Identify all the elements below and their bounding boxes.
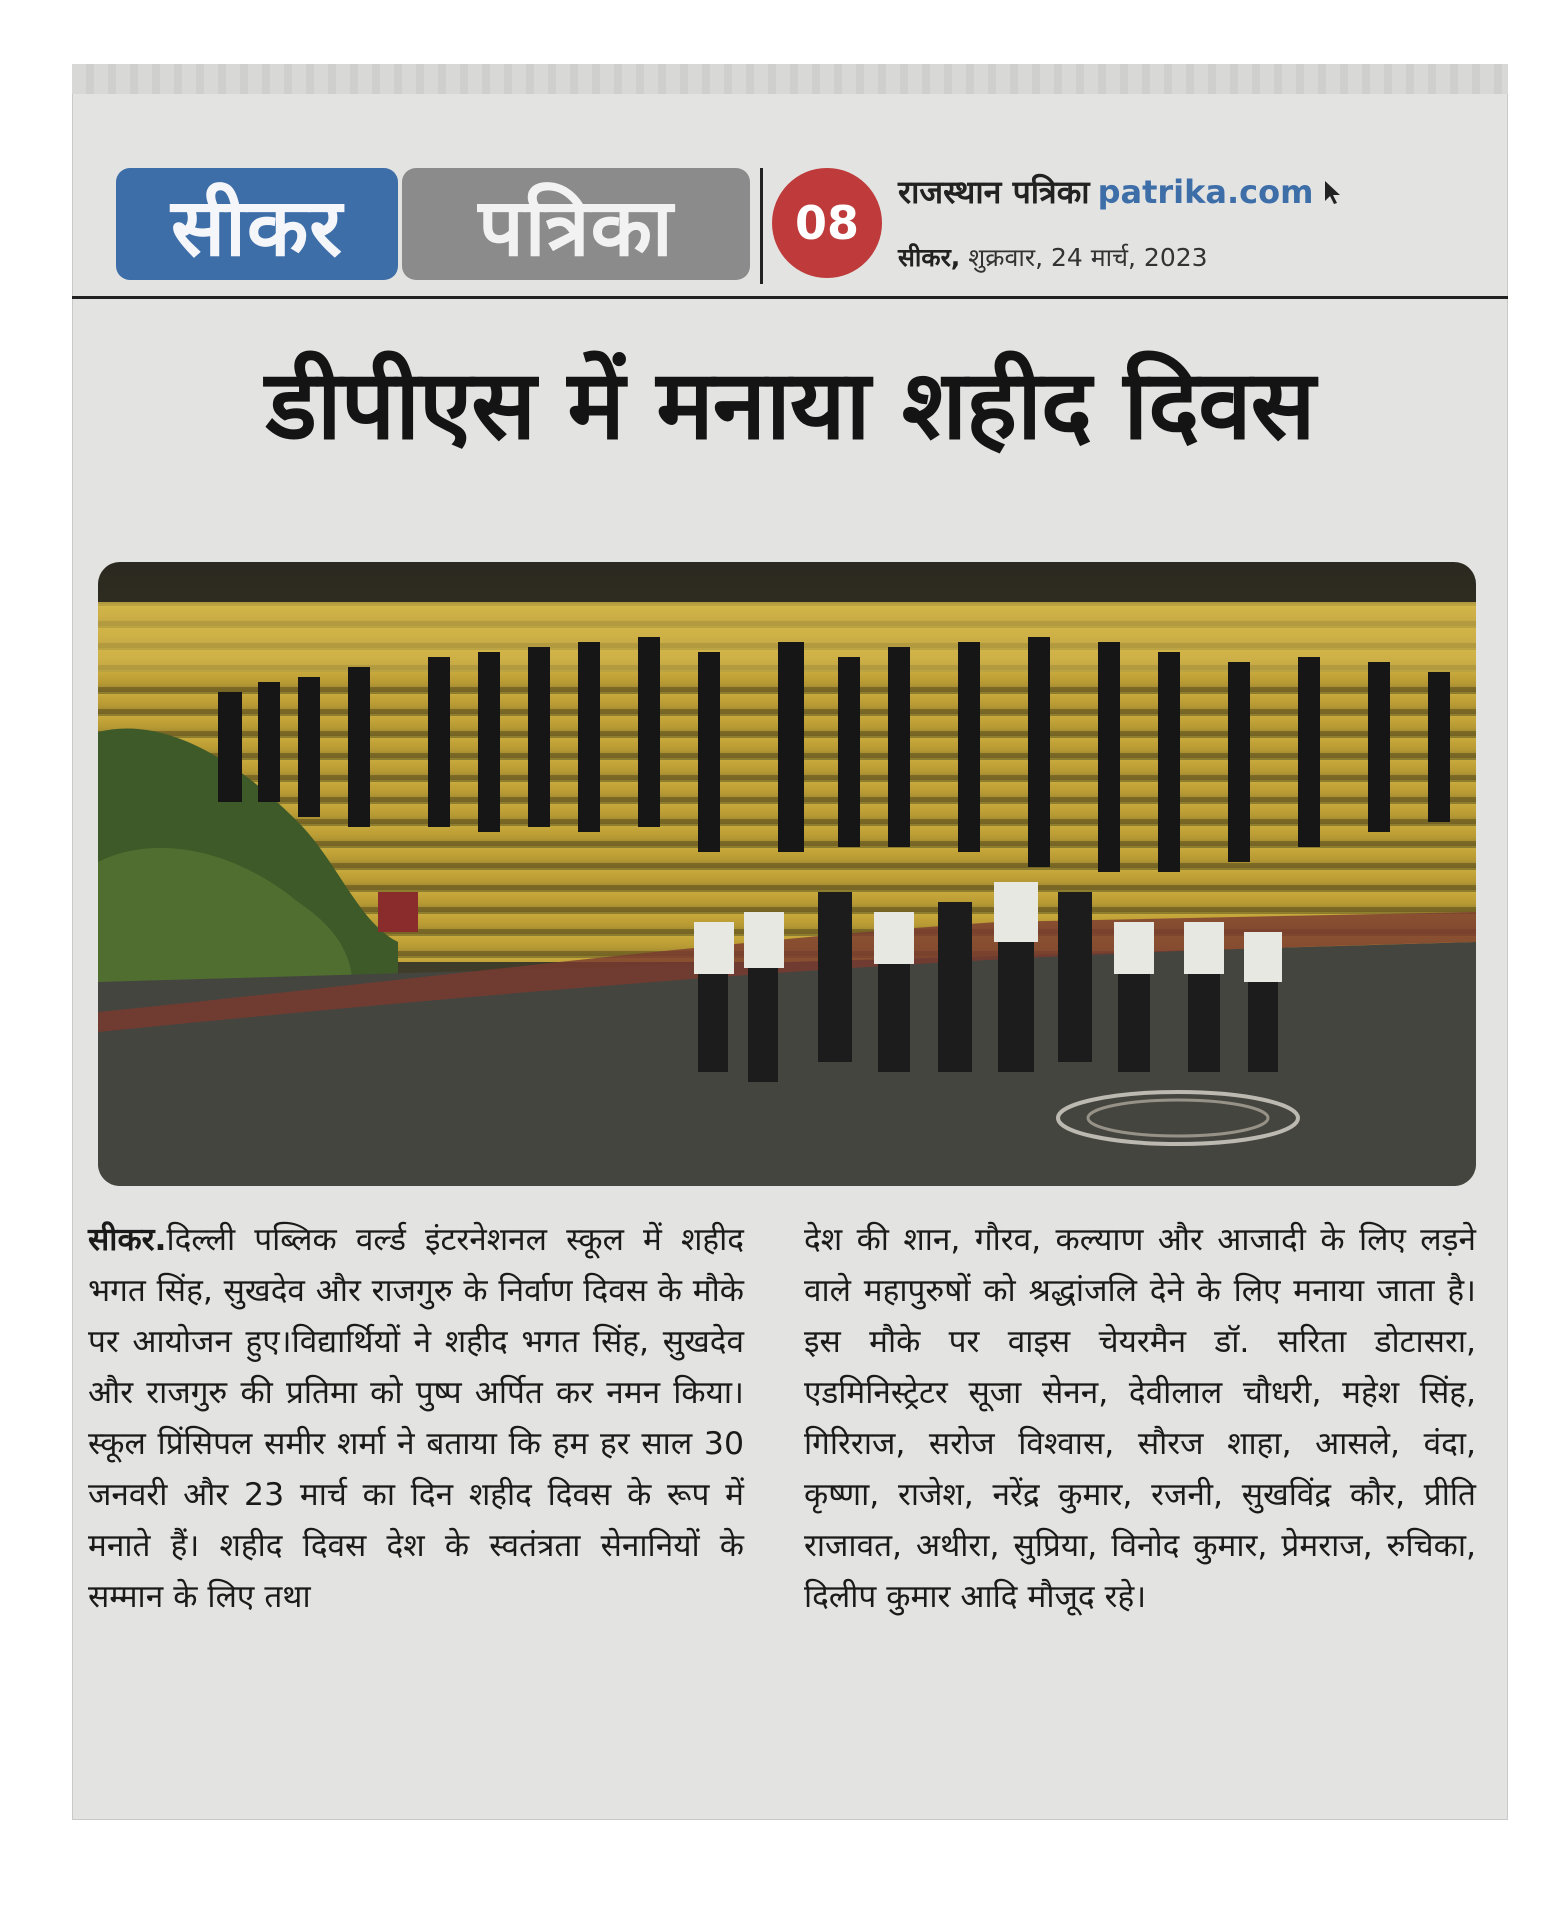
article-text-right: देश की शान, गौरव, कल्याण और आजादी के लिए लड़ने वाले महापुरुषों को श्रद्धांजलि देने के लिए मनाया जाता है। इस मौके पर वाइस चेयरमैन डॉ. सरिता डोटासरा, एडमिनिस्ट्रेटर सूजा सेनन, देवीलाल चौधरी, महेश सिंह, गिरिराज, सरोज विश्वास, सौरज शाहा, आसले, वंदा, कृष्णा, राजेश, नरेंद्र कुमार, रजनी, सुखविंद्र कौर, प्रीति राजावत, अथीरा, सुप्रिया, विनोद कुमार, प्रेमराज, रुचिका, दिलीप कुमार आदि मौजूद रहे। [804, 1222, 1476, 1615]
article-photo [98, 562, 1476, 1186]
brand-name: राजस्थान पत्रिका [898, 173, 1090, 211]
publication-dateline [898, 240, 1208, 274]
article-text-left: दिल्ली पब्लिक वर्ल्ड इंटरनेशनल स्कूल में शहीद भगत सिंह, सुखदेव और राजगुरु के निर्वाण दिवस के मौके पर आयोजन हुए।विद्यार्थियों ने शहीद भगत सिंह, सुखदेव और राजगुरु की प्रतिमा को पुष्प अर्पित कर नमन किया। स्कूल प्रिंसिपल समीर शर्मा ने बताया कि हम हर साल 30 जनवरी और 23 मार्च का दिन शहीद दिवस के रूप में मनाते हैं। शहीद दिवस देश के स्वतंत्रता सेनानियों के सम्मान के लिए तथा [88, 1222, 744, 1615]
header-rule [72, 296, 1508, 299]
patrika-section-tab [402, 168, 750, 280]
students-assembly-photo-icon [98, 562, 1476, 1186]
dateline-city: सीकर, [898, 243, 961, 272]
page-number-badge [772, 168, 882, 278]
page-number: 08 [794, 196, 859, 250]
header-divider [760, 168, 763, 284]
article-headline: डीपीएस में मनाया शहीद दिवस [265, 349, 1315, 461]
city-section-tab [116, 168, 398, 280]
masthead-brand [898, 170, 1343, 213]
article-body-left-column [88, 1215, 744, 1623]
dateline-date: शुक्रवार, 24 मार्च, 2023 [968, 243, 1208, 272]
cursor-pointer-icon [1323, 175, 1343, 213]
brand-website: patrika.com [1097, 173, 1314, 211]
city-section-label: सीकर [171, 180, 343, 274]
patrika-section-label: पत्रिका [478, 180, 674, 274]
article-body-right-column [804, 1215, 1476, 1623]
article-dateline: सीकर. [88, 1222, 167, 1258]
